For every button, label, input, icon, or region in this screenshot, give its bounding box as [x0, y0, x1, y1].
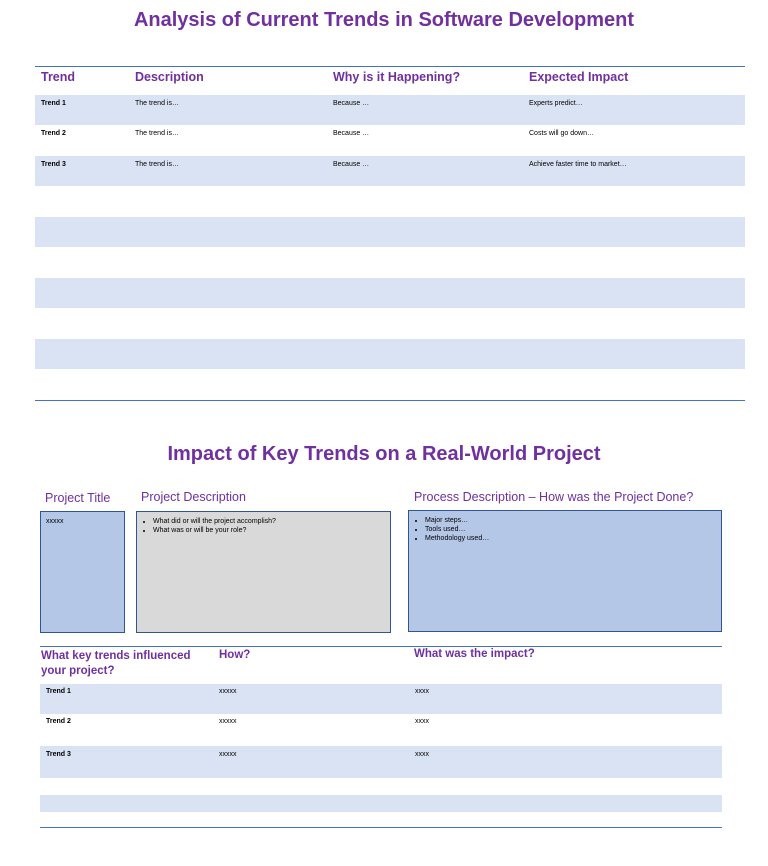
table1-cell: Trend 3 — [41, 161, 66, 168]
table2-header-trends: What key trends influenced your project? — [41, 650, 191, 677]
project-description-box[interactable] — [136, 511, 391, 633]
project-description-list — [137, 517, 390, 535]
table1-cell: Trend 1 — [41, 100, 66, 107]
table1-bottom-rule — [35, 400, 745, 401]
table1-cell: Because … — [333, 100, 370, 107]
bullet-item: • Methodology used… — [425, 534, 721, 543]
table2-cell: xxxxx — [219, 718, 237, 725]
project-title-label: Project Title — [45, 491, 111, 505]
bullet-item: • What did or will the project accomplish? — [153, 517, 390, 526]
table1-cell: Because … — [333, 130, 370, 137]
table2-band — [40, 795, 722, 812]
table1-cell: Experts predict… — [529, 100, 583, 107]
bullet-item: • What was or will be your role? — [153, 526, 390, 535]
bullet-item: • Tools used… — [425, 525, 721, 534]
table1-cell: Trend 2 — [41, 130, 66, 137]
table2-cell: Trend 3 — [46, 751, 71, 758]
process-description-list — [409, 516, 721, 543]
table1-band — [35, 278, 745, 308]
table1-cell: Costs will go down… — [529, 130, 594, 137]
table2-bottom-rule — [40, 827, 722, 828]
table1-band — [35, 339, 745, 369]
table1-header-why: Why is it Happening? — [333, 70, 461, 84]
process-description-label: Process Description – How was the Project Done? — [414, 490, 694, 504]
table2-cell: xxxxx — [219, 751, 237, 758]
bullet-item: • Major steps… — [425, 516, 721, 525]
project-description-label: Project Description — [141, 490, 246, 504]
table2-top-rule — [40, 646, 722, 647]
section1-title: Analysis of Current Trends in Software Development — [133, 9, 635, 31]
table2-cell: xxxxx — [219, 688, 237, 695]
section2-title: Impact of Key Trends on a Real-World Project — [167, 443, 601, 465]
table2-band — [40, 746, 722, 778]
table1-band — [35, 217, 745, 247]
table2-header-impact: What was the impact? — [414, 648, 535, 660]
table1-cell: The trend is… — [135, 130, 179, 137]
table2-cell: Trend 1 — [46, 688, 71, 695]
table2-cell: xxxx — [415, 718, 429, 725]
table2-band — [40, 684, 722, 714]
table1-cell: The trend is… — [135, 161, 179, 168]
table1-header-trend: Trend — [41, 70, 76, 84]
table1-cell: Because … — [333, 161, 370, 168]
table1-header-impact: Expected Impact — [529, 70, 629, 84]
table1-top-rule — [35, 66, 745, 67]
table1-cell: The trend is… — [135, 100, 179, 107]
project-title-value: xxxxx — [46, 518, 64, 525]
process-description-box[interactable] — [408, 510, 722, 632]
table2-cell: Trend 2 — [46, 718, 71, 725]
project-title-box[interactable] — [40, 511, 125, 633]
table1-header-description: Description — [135, 70, 204, 84]
table2-cell: xxxx — [415, 751, 429, 758]
table1-cell: Achieve faster time to market… — [529, 161, 627, 168]
table2-header-how: How? — [219, 649, 251, 661]
table2-cell: xxxx — [415, 688, 429, 695]
